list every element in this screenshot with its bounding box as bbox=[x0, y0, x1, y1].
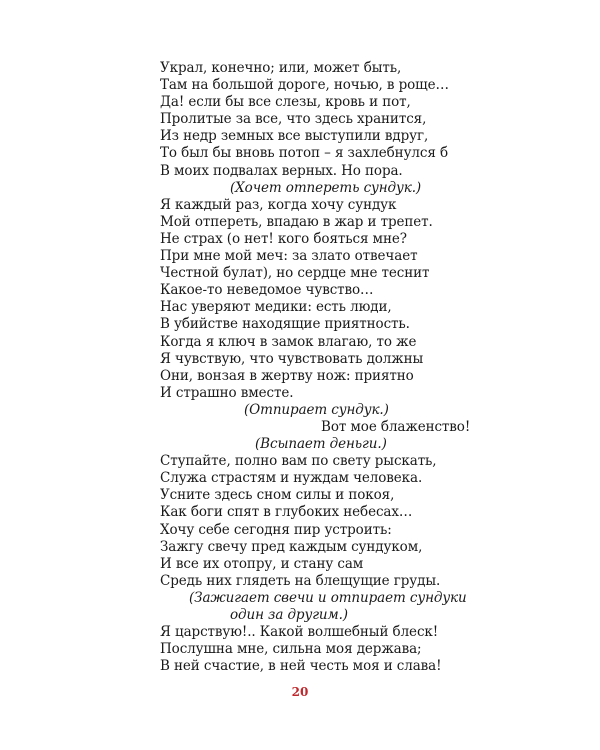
poem-line: Не страх (о нет! кого бояться мне? bbox=[160, 230, 407, 247]
poem-line: При мне мой меч: за злато отвечает bbox=[160, 248, 418, 265]
poem-line: Там на большой дороге, ночью, в роще… bbox=[160, 77, 449, 94]
poem-line: Усните здесь сном силы и покоя, bbox=[160, 487, 395, 504]
poem-line: Послушна мне, сильна моя держава; bbox=[160, 641, 422, 658]
poem-line: Пролитые за все, что здесь хранится, bbox=[160, 111, 427, 128]
poem-line: Я чувствую, что чувствовать должны bbox=[160, 350, 424, 367]
poem-line: Когда я ключ в замок влагаю, то же bbox=[160, 333, 417, 350]
poem-line: Хочу себе сегодня пир устроить: bbox=[160, 521, 392, 538]
poem-line: В ней счастие, в ней честь моя и слава! bbox=[160, 658, 442, 675]
poem-line: Я царствую!.. Какой волшебный блеск! bbox=[160, 624, 439, 641]
poem-line: Служа страстям и нуждам человека. bbox=[160, 470, 423, 487]
poem-line: Украл, конечно; или, может быть, bbox=[160, 60, 402, 76]
poem-line: Из недр земных все выступили вдруг, bbox=[160, 128, 429, 145]
poem-line: Средь них глядеть на блещущие груды. bbox=[160, 572, 441, 589]
stage-direction: (Отпирает сундук.) bbox=[244, 401, 389, 418]
poem-line: В моих подвалах верных. Но пора. bbox=[160, 162, 403, 179]
stage-direction: (Зажигает свечи и отпирает сундуки bbox=[189, 589, 467, 606]
poem-line: Вот мое блаженство! bbox=[321, 418, 471, 435]
poem-line: Я каждый раз, когда хочу сундук bbox=[160, 196, 397, 213]
stage-direction: (Хочет отпереть сундук.) bbox=[230, 179, 422, 196]
poem-line: И страшно вместе. bbox=[160, 384, 294, 401]
poem-text bbox=[160, 60, 471, 675]
stage-direction: один за другим.) bbox=[230, 607, 348, 623]
poem-line: Какое-то неведомое чувство… bbox=[160, 282, 374, 299]
poem-line: Нас уверяют медики: есть люди, bbox=[160, 299, 392, 316]
poem-line: Как боги спят в глубоких небесах… bbox=[160, 504, 413, 521]
poem-line: Зажгу свечу пред каждым сундуком, bbox=[160, 538, 423, 555]
poem-line: Да! если бы все слезы, кровь и пот, bbox=[160, 94, 411, 111]
poem-line: То был бы вновь потоп – я захлебнулся б bbox=[160, 145, 448, 162]
poem-line: Честной булат), но сердце мне теснит bbox=[160, 265, 430, 282]
poem-line: Мой отпереть, впадаю в жар и трепет. bbox=[160, 213, 433, 230]
poem-line: Ступайте, полно вам по свету рыскать, bbox=[160, 453, 437, 470]
poem-line: Они, вонзая в жертву нож: приятно bbox=[160, 367, 414, 384]
poem-line: В убийстве находящие приятность. bbox=[160, 316, 410, 333]
poem-line: И все их отопру, и стану сам bbox=[160, 555, 364, 572]
stage-direction: (Всыпает деньги.) bbox=[255, 436, 387, 453]
page-number: 20 bbox=[291, 685, 309, 699]
